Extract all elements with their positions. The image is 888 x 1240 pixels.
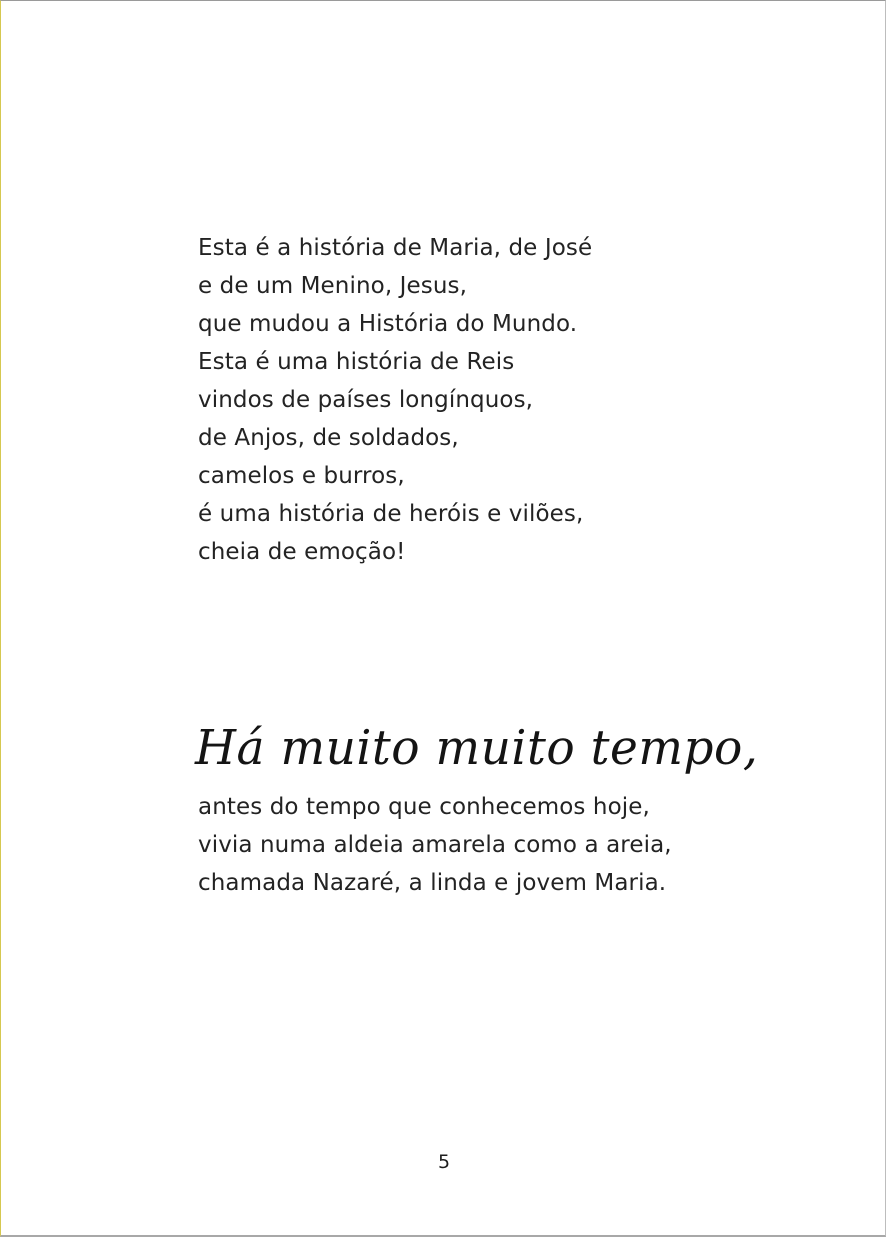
page-number: 5 [437, 1151, 451, 1173]
story-line: vivia numa aldeia amarela como a areia, [198, 832, 672, 858]
intro-line: que mudou a História do Mundo. [198, 311, 578, 337]
story-line: antes do tempo que conhecemos hoje, [198, 794, 650, 820]
intro-line: de Anjos, de soldados, [198, 425, 459, 451]
intro-line: Esta é a história de Maria, de José [198, 235, 593, 261]
story-heading: Há muito muito tempo, [195, 720, 759, 776]
intro-paragraph [198, 229, 798, 571]
intro-line: Esta é uma história de Reis [198, 349, 515, 375]
intro-line: é uma história de heróis e vilões, [198, 501, 584, 527]
story-paragraph [198, 788, 838, 902]
story-line: chamada Nazaré, a linda e jovem Maria. [198, 870, 667, 896]
intro-line: camelos e burros, [198, 463, 405, 489]
intro-line: vindos de países longínquos, [198, 387, 534, 413]
intro-line: e de um Menino, Jesus, [198, 273, 468, 299]
intro-line: cheia de emoção! [198, 539, 406, 565]
